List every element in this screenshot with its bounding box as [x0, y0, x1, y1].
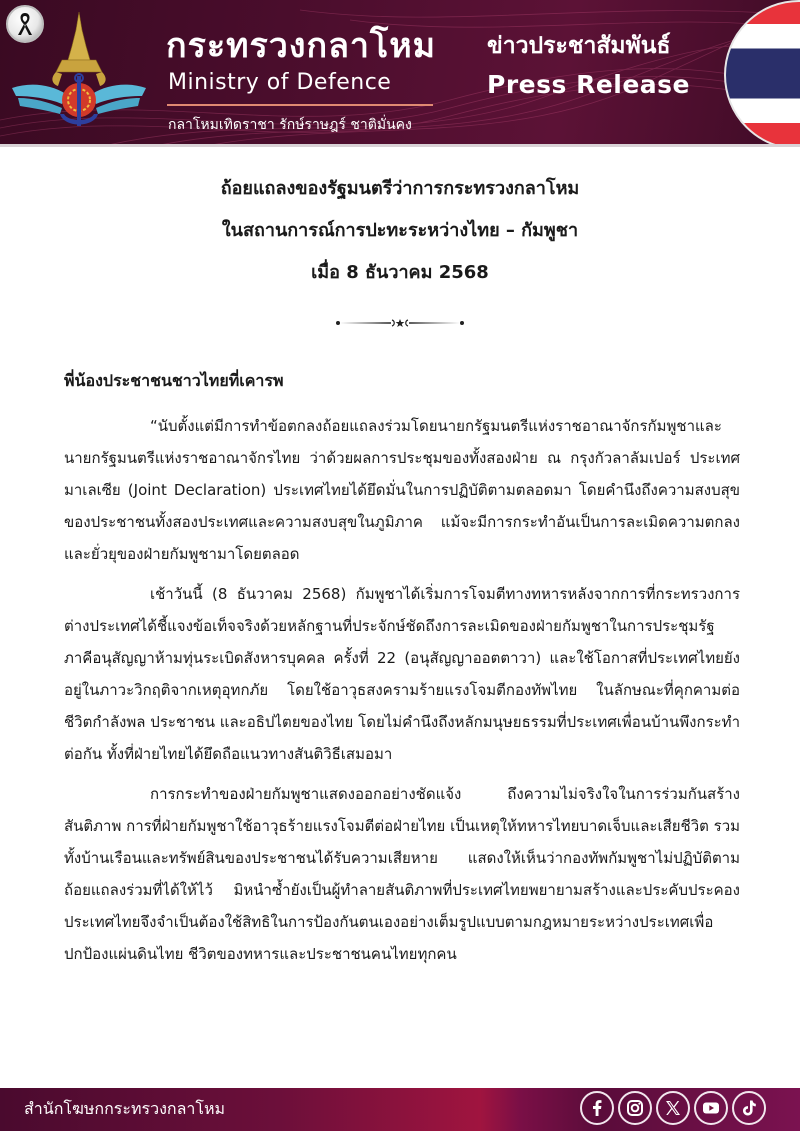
statement-title	[0, 168, 800, 294]
body-paragraph-2	[64, 578, 740, 770]
paragraph-text: “นับตั้งแต่มีการทำข้อตกลงถ้อยแถลงร่วมโดยนายกรัฐมนตรีแห่งราชอาณาจักรกัมพูชาและนายกรัฐมนตรีแห่งราชอาณาจักรไทย ว่าด้วยผลการประชุมของทั้งสองฝ่าย ณ กรุงกัวลาลัมเปอร์ ประเทศมาเลเซีย (Joint Declaration) ประเทศไทยได้ยึดมั่นในการปฏิบัติตามตลอดมา โดยคำนึงถึงความสงบสุขของประชาชนทั้งสองประเทศและความสงบสุขในภูมิภาค แม้จะมีการกระทำอันเป็นการละเมิดความตกลงและยั่วยุของฝ่ายกัมพูชามาโดยตลอด	[64, 417, 740, 563]
ministry-name-thai: กระทรวงกลาโหม	[166, 26, 437, 66]
statement-body	[64, 366, 740, 978]
header-divider-line	[167, 104, 433, 106]
body-paragraph-1	[64, 410, 740, 570]
title-date: เมื่อ 8 ธันวาคม 2568	[311, 262, 489, 283]
paragraph-text: การกระทำของฝ่ายกัมพูชาแสดงออกอย่างชัดแจ้ง ถึงความไม่จริงใจในการร่วมกันสร้างสันติภาพ การที่ฝ่ายกัมพูชาใช้อาวุธร้ายแรงโจมตีต่อฝ่ายไทย เป็นเหตุให้ทหารไทยบาดเจ็บและเสียชีวิต รวมทั้งบ้านเรือนและทรัพย์สินของประชาชนได้รับความเสียหาย แสดงให้เห็นว่ากองทัพกัมพูชาไม่ปฏิบัติตามถ้อยแถลงร่วมที่ได้ให้ไว้ มิหนำซ้ำยังเป็นผู้ทำลายสันติภาพที่ประเทศไทยพยายามสร้างและประคับประคอง ประเทศไทยจึงจำเป็นต้องใช้สิทธิในการป้องกันตนเองอย่างเต็มรูปแบบตามกฎหมายระหว่างประเทศเพื่อปกป้องแผ่นดินไทย ชีวิตของทหารและประชาชนคนไทยทุกคน	[64, 785, 741, 963]
social-media-links	[580, 1091, 766, 1125]
instagram-icon	[625, 1098, 645, 1118]
facebook-link[interactable]	[580, 1091, 614, 1125]
press-release-label-english: Press Release	[487, 70, 691, 99]
ministry-motto: กลาโหมเทิดราชา รักษ์ราษฎร์ ชาติมั่นคง	[168, 117, 412, 133]
ministry-name-english: Ministry of Defence	[168, 70, 392, 95]
instagram-link[interactable]	[618, 1091, 652, 1125]
footer-bar	[0, 1088, 800, 1131]
press-release-label-thai: ข่าวประชาสัมพันธ์	[487, 33, 671, 59]
x-link[interactable]	[656, 1091, 690, 1125]
salutation: พี่น้องประชาชนชาวไทยที่เคารพ	[64, 371, 284, 390]
facebook-icon	[587, 1098, 607, 1118]
youtube-icon	[701, 1098, 721, 1118]
paragraph-text: เช้าวันนี้ (8 ธันวาคม 2568) กัมพูชาได้เริ่มการโจมตีทางทหารหลังจากการที่กระทรวงการต่างประเทศได้ชี้แจงข้อเท็จจริงด้วยหลักฐานที่ประจักษ์ชัดถึงการละเมิดของฝ่ายกัมพูชาในการประชุมรัฐภาคีอนุสัญญาห้ามทุ่นระเบิดสังหารบุคคล ครั้งที่ 22 (อนุสัญญาออตตาวา) และใช้โอกาสที่ประเทศไทยยังอยู่ในภาวะวิกฤติจากเหตุอุทกภัย โดยใช้อาวุธสงครามร้ายแรงโจมตีกองทัพไทย ในลักษณะที่คุกคามต่อชีวิตกำลังพล ประชาชน และอธิปไตยของไทย โดยไม่คำนึงถึงหลักมนุษยธรรมที่ประเทศเพื่อนบ้านพึงกระทำต่อกัน ทั้งที่ฝ่ายไทยได้ยึดถือแนวทางสันติวิธีเสมอมา	[64, 585, 740, 763]
ministry-emblem	[10, 10, 148, 135]
title-line-2: ในสถานการณ์การปะทะระหว่างไทย – กัมพูชา	[221, 220, 579, 241]
tiktok-link[interactable]	[732, 1091, 766, 1125]
tiktok-icon	[739, 1098, 759, 1118]
title-line-1: ถ้อยแถลงของรัฐมนตรีว่าการกระทรวงกลาโหม	[220, 178, 580, 199]
youtube-link[interactable]	[694, 1091, 728, 1125]
body-paragraph-3	[64, 778, 740, 970]
header-banner	[0, 0, 800, 147]
spokesperson-office-label: สำนักโฆษกกระทรวงกลาโหม	[24, 1099, 226, 1118]
ornamental-divider-icon	[335, 316, 465, 330]
x-icon	[663, 1098, 683, 1118]
